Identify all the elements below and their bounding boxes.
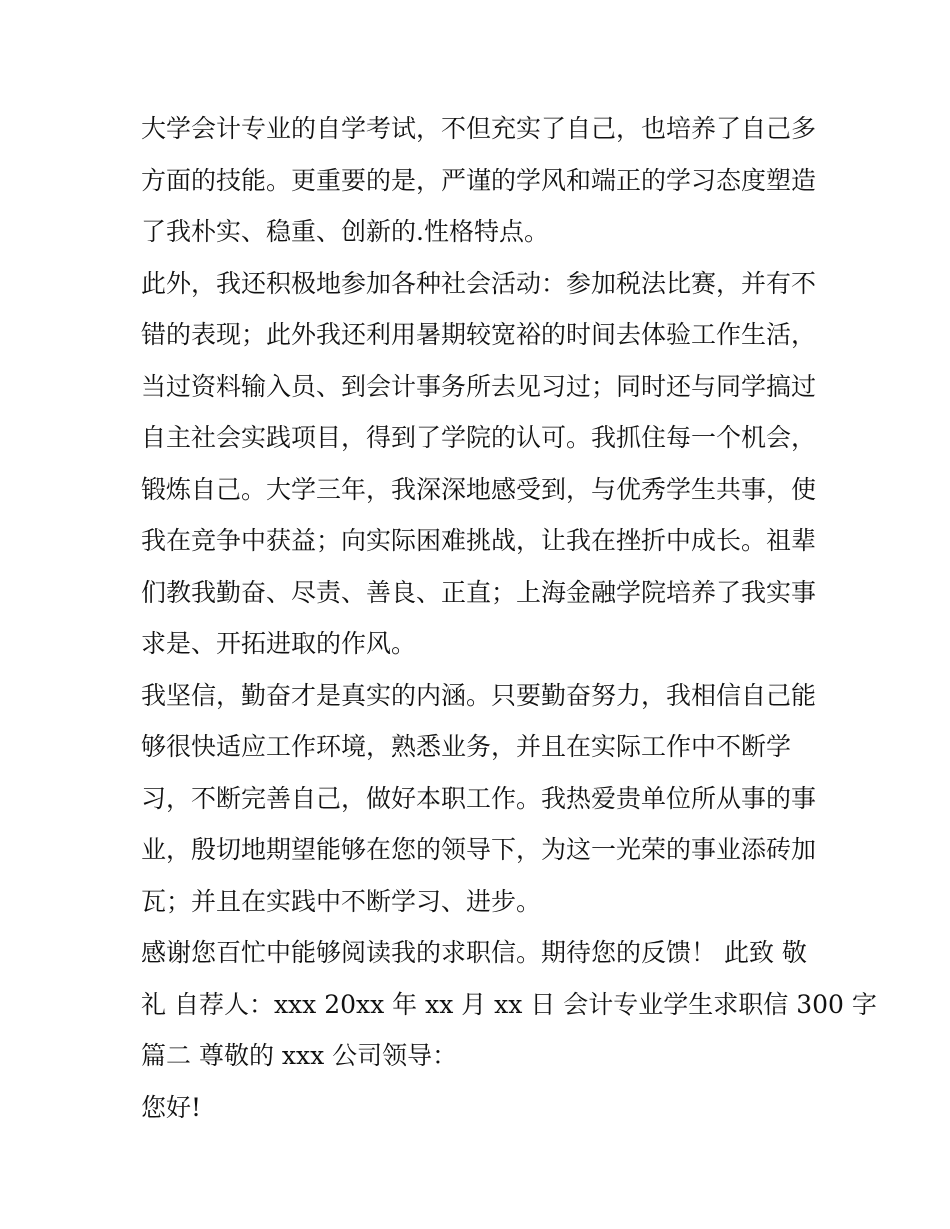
text-line: 求是、开拓进取的作风。 [141, 629, 417, 658]
document-body [141, 103, 877, 1133]
text-line: 们教我勤奋、尽责、善良、正直；上海金融学院培养了我实事 [141, 577, 817, 607]
text-line: 业，殷切地期望能够在您的领导下，为这一光荣的事业添砖加 [141, 835, 817, 864]
text-line: 您好! [141, 1092, 202, 1122]
text-line: 礼 自荐人：xxx 20xx 年 xx 月 xx 日 会计专业学生求职信 300 字 [141, 989, 877, 1019]
text-line: 此外，我还积极地参加各种社会活动：参加税法比赛，并有不 [141, 268, 817, 298]
text-line: 错的表现；此外我还利用暑期较宽裕的时间去体验工作生活， [141, 320, 817, 349]
text-line: 我坚信，勤奋才是真实的内涵。只要勤奋努力，我相信自己能 [141, 680, 817, 710]
text-line: 我在竞争中获益；向实际困难挑战，让我在挫折中成长。祖辈 [141, 526, 817, 555]
text-line: 感谢您百忙中能够阅读我的求职信。期待您的反馈！ 此致 敬 [141, 938, 807, 967]
text-line: 够很快适应工作环境，熟悉业务，并且在实际工作中不断学 [141, 732, 792, 761]
text-line: 锻炼自己。大学三年，我深深地感受到，与优秀学生共事，使 [141, 474, 817, 504]
text-line: 习，不断完善自己，做好本职工作。我热爱贵单位所从事的事 [141, 783, 817, 813]
text-line: 方面的技能。更重要的是，严谨的学风和端正的学习态度塑造 [141, 165, 817, 195]
text-line: 当过资料输入员、到会计事务所去见习过；同时还与同学搞过 [141, 371, 817, 401]
text-line: 篇二 尊敬的 xxx 公司领导： [141, 1041, 458, 1070]
text-line: 自主社会实践项目，得到了学院的认可。我抓住每一个机会， [141, 423, 817, 452]
text-line: 瓦；并且在实践中不断学习、进步。 [141, 886, 542, 916]
text-line: 了我朴实、稳重、创新的.性格特点。 [141, 217, 549, 246]
text-line: 大学会计专业的自学考试，不但充实了自己，也培养了自己多 [141, 114, 817, 143]
